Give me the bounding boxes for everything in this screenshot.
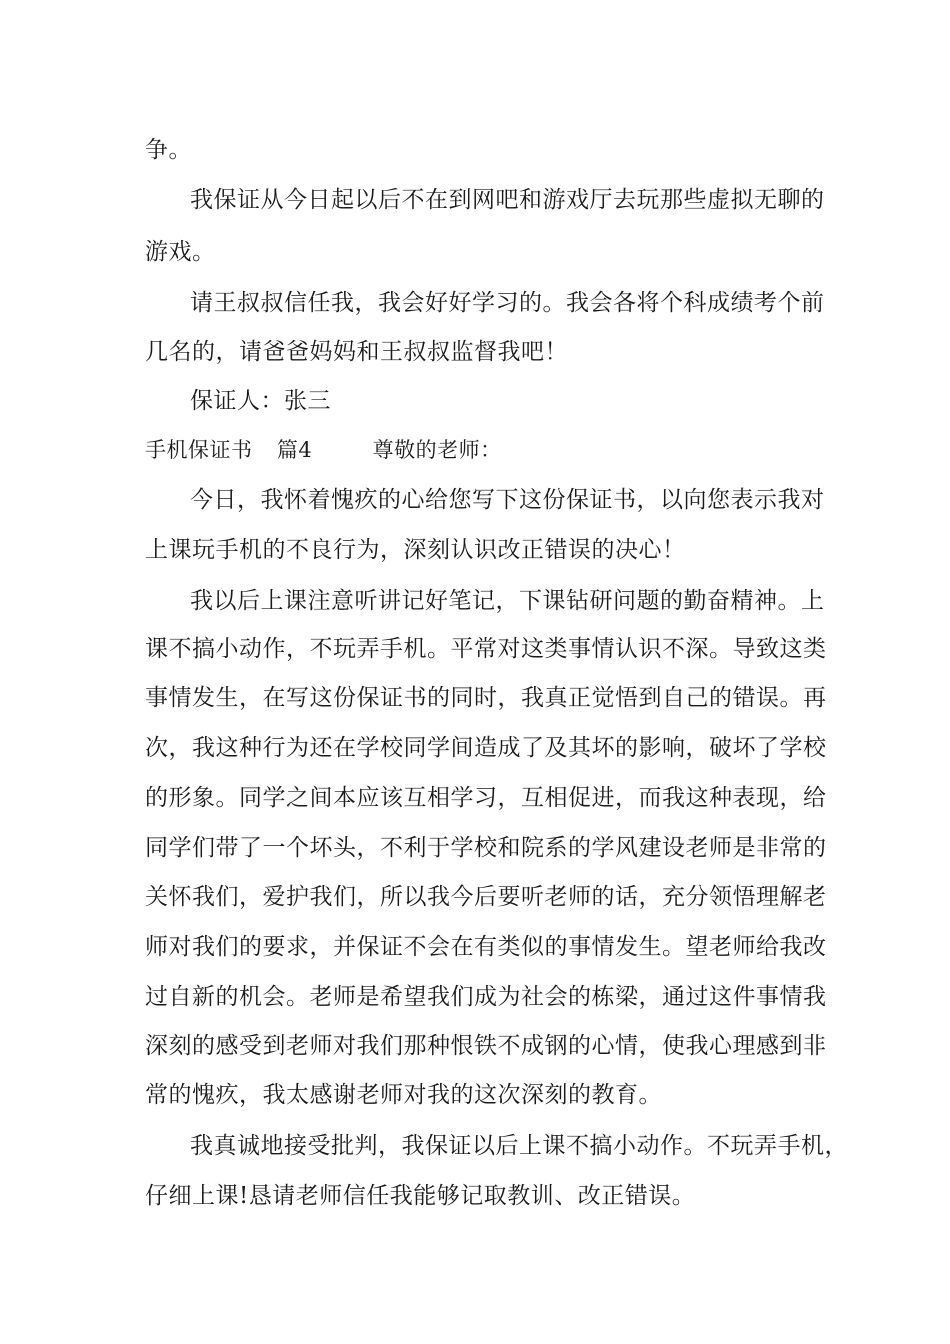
text-line: 次，我这种行为还在学校同学间造成了及其坏的影响，破坏了学校 bbox=[145, 735, 827, 761]
text-line: 上课玩手机的不良行为，深刻认识改正错误的决心！ bbox=[145, 537, 686, 563]
signature-line: 保证人：张三 bbox=[190, 388, 331, 414]
text-line: 事情发生，在写这份保证书的同时，我真正觉悟到自己的错误。再 bbox=[145, 685, 827, 711]
text-line: 几名的，请爸爸妈妈和王叔叔监督我吧！ bbox=[145, 339, 568, 365]
heading-section: 篇4 bbox=[276, 438, 313, 462]
text-line: 请王叔叔信任我，我会好好学习的。我会各将个科成绩考个前 bbox=[190, 290, 825, 316]
text-line: 深刻的感受到老师对我们那种恨铁不成钢的心情，使我心理感到非 bbox=[145, 1033, 827, 1059]
text-line: 争。 bbox=[145, 137, 192, 163]
section-heading bbox=[145, 435, 502, 465]
text-line: 今日，我怀着愧疚的心给您写下这份保证书，以向您表示我对 bbox=[190, 487, 825, 513]
text-line: 仔细上课!恳请老师信任我能够记取教训、改正错误。 bbox=[145, 1183, 696, 1209]
text-line: 我真诚地接受批判，我保证以后上课不搞小动作。不玩弄手机， bbox=[190, 1133, 848, 1159]
heading-salutation: 尊敬的老师： bbox=[372, 438, 502, 462]
heading-title: 手机保证书 bbox=[145, 438, 253, 462]
text-line: 常的愧疚，我太感谢老师对我的这次深刻的教育。 bbox=[145, 1082, 662, 1108]
text-line: 我保证从今日起以后不在到网吧和游戏厅去玩那些虚拟无聊的 bbox=[190, 187, 825, 213]
text-line: 关怀我们，爱护我们，所以我今后要听老师的话，充分领悟理解老 bbox=[145, 884, 827, 910]
text-line: 过自新的机会。老师是希望我们成为社会的栋梁，通过这件事情我 bbox=[145, 984, 827, 1010]
text-line: 课不搞小动作，不玩弄手机。平常对这类事情认识不深。导致这类 bbox=[145, 636, 827, 662]
text-line: 游戏。 bbox=[145, 239, 216, 265]
text-line: 师对我们的要求，并保证不会在有类似的事情发生。望老师给我改 bbox=[145, 934, 827, 960]
text-line: 我以后上课注意听讲记好笔记，下课钻研问题的勤奋精神。上 bbox=[190, 588, 825, 614]
text-line: 同学们带了一个坏头，不利于学校和院系的学风建设老师是非常的 bbox=[145, 835, 827, 861]
text-line: 的形象。同学之间本应该互相学习，互相促进，而我这种表现，给 bbox=[145, 785, 827, 811]
